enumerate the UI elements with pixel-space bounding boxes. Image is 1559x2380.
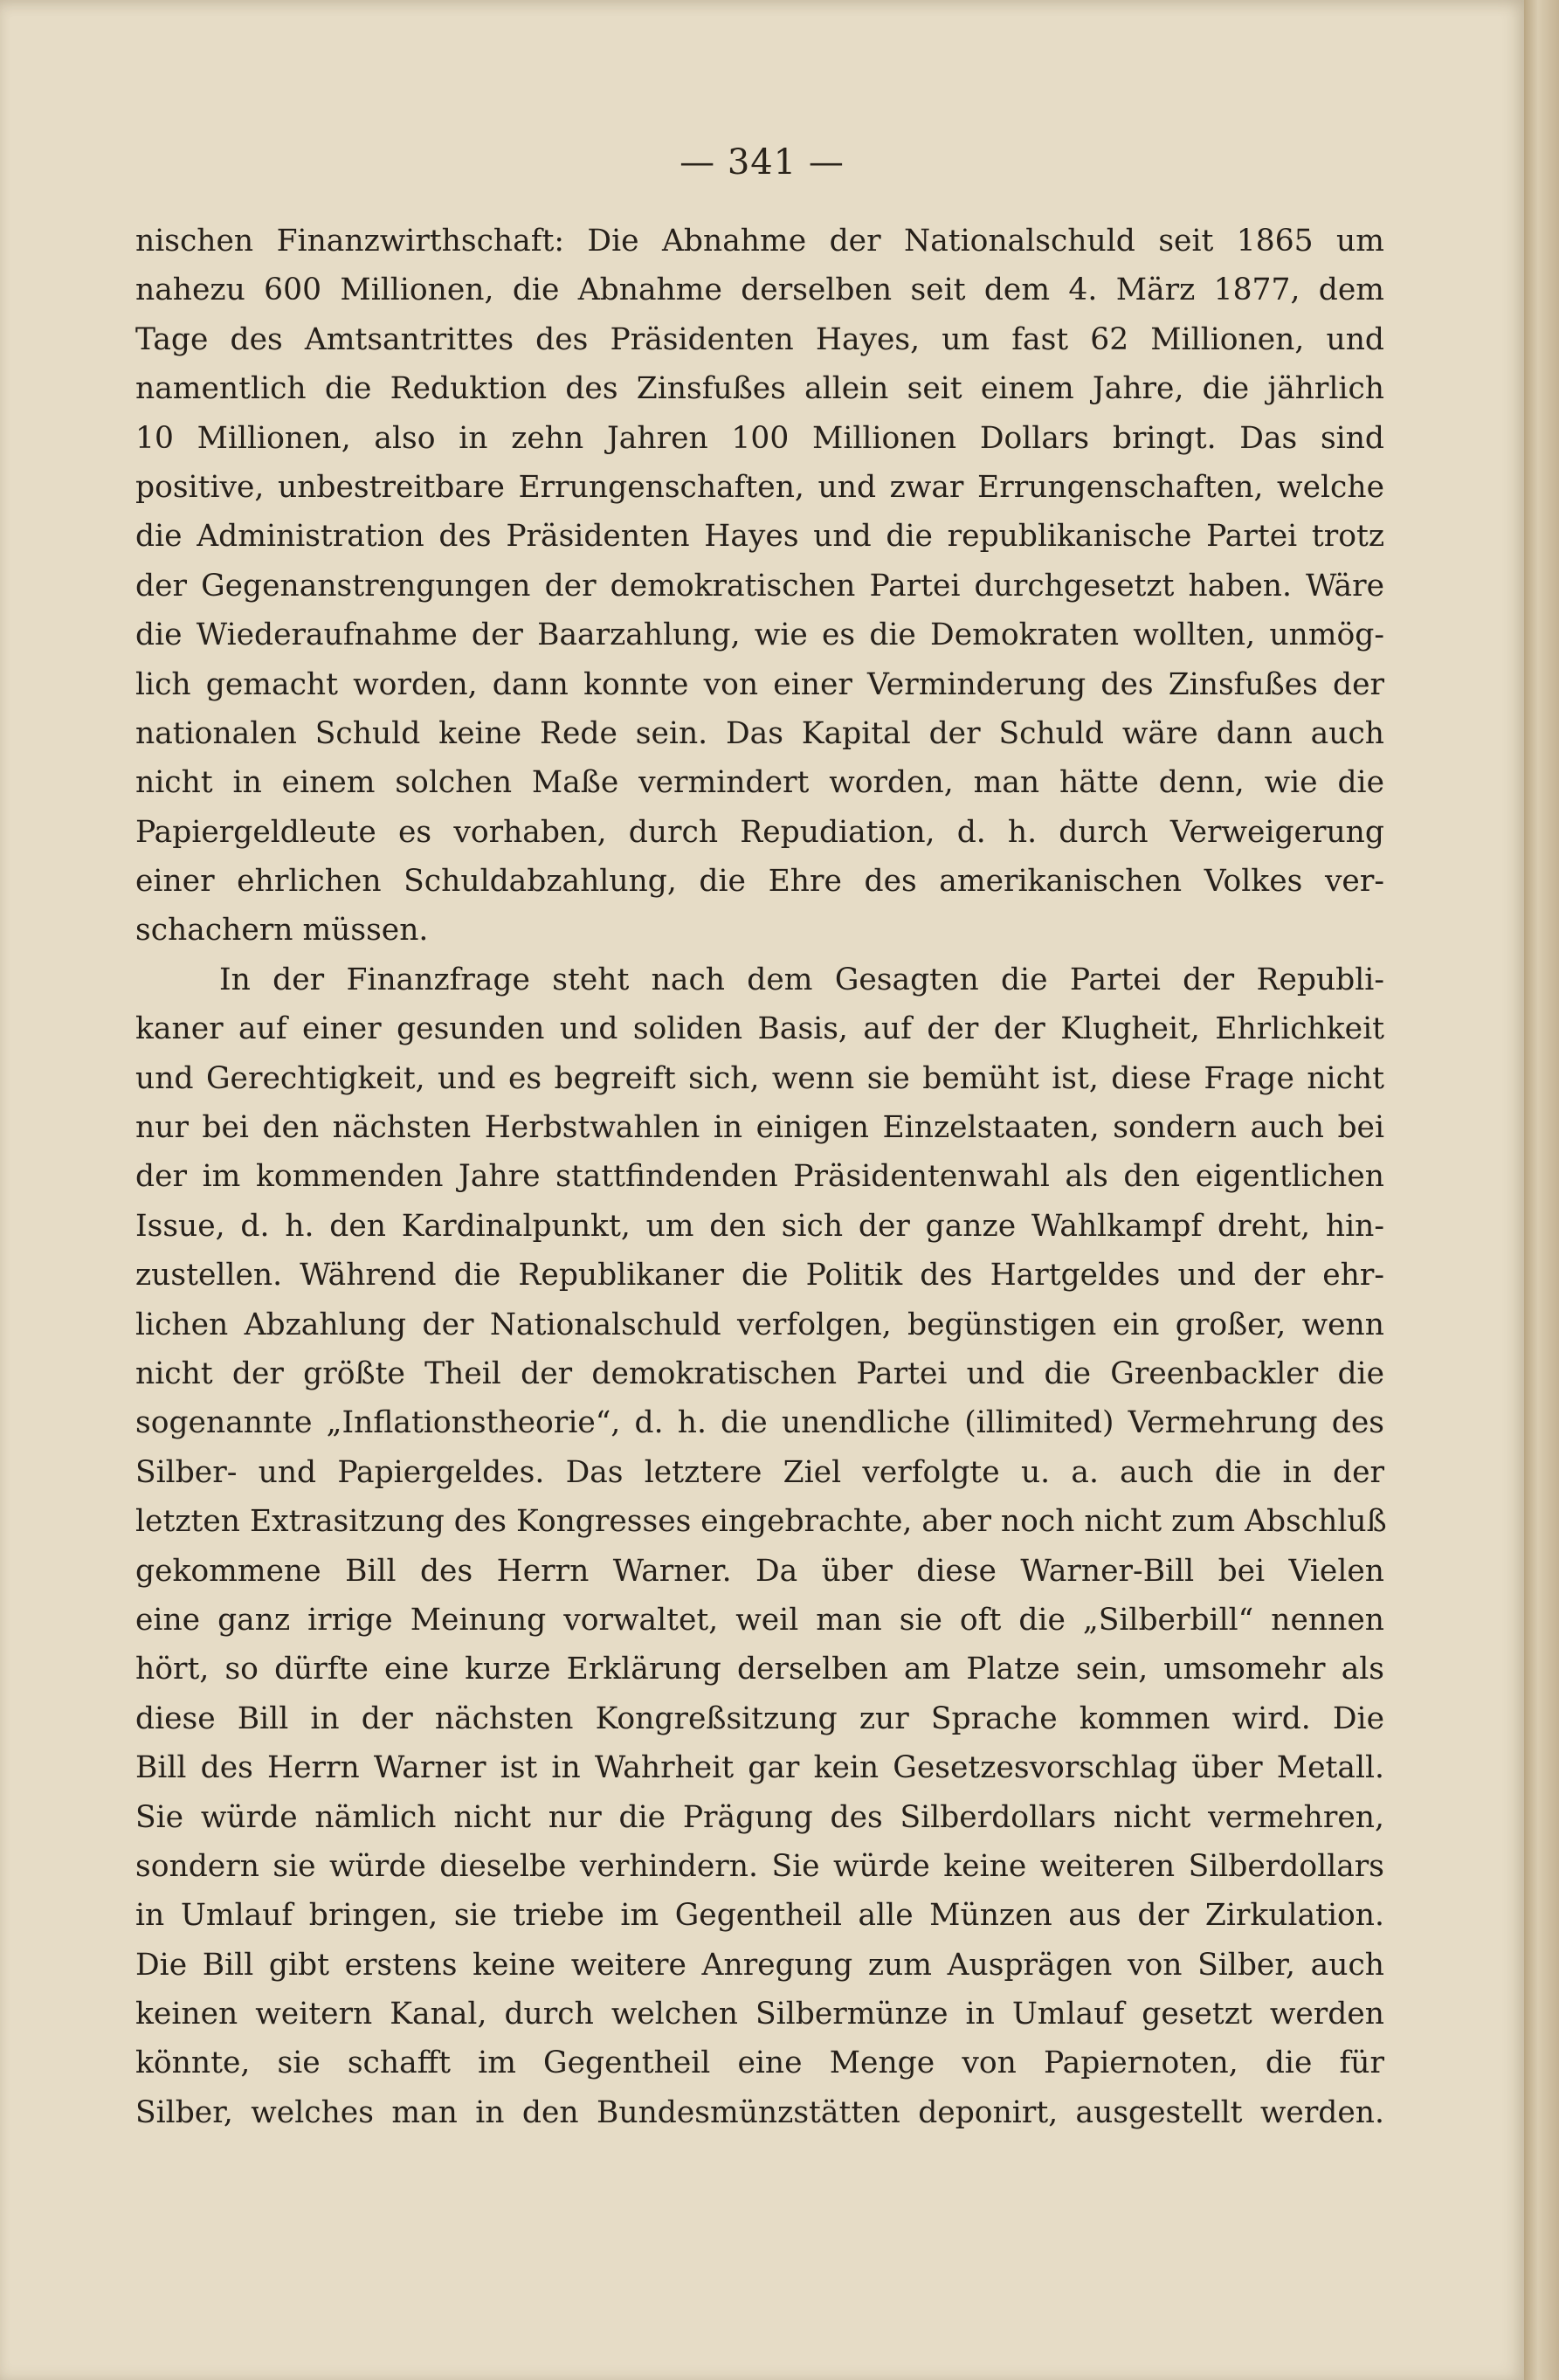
paragraph-start-line: In der Finanzfrage steht nach dem Gesagten die Partei der Republi- [219,962,1384,997]
text-line: namentlich die Reduktion des Zinsfußes allein seit einem Jahre, die jährlich [135,371,1384,407]
text-line: Tage des Amtsantrittes des Präsidenten Hayes, um fast 62 Millionen, und [135,321,1384,357]
text-line: zustellen. Während die Republikaner die Politik des Hartgeldes und der ehr- [135,1258,1384,1293]
text-line: der im kommenden Jahre stattfindenden Präsidentenwahl als den eigentlichen [135,1159,1384,1195]
text-line: sondern sie würde dieselbe verhindern. Sie würde keine weiteren Silberdollars [135,1848,1384,1884]
text-line: nischen Finanzwirthschaft: Die Abnahme der Nationalschuld seit 1865 um [135,224,1384,259]
text-line: und Gerechtigkeit, und es begreift sich, wenn sie bemüht ist, diese Frage nicht [135,1060,1384,1096]
text-line: Die Bill gibt erstens keine weitere Anregung zum Ausprägen von Silber, auch [135,1947,1384,1983]
text-line: Sie würde nämlich nicht nur die Prägung des Silberdollars nicht vermehren, [135,1799,1384,1835]
text-line: eine ganz irrige Meinung vorwaltet, weil man sie oft die „Silberbill“ nennen [135,1602,1384,1638]
text-line: nicht der größte Theil der demokratischen Partei und die Greenbackler die [135,1356,1384,1391]
body-text [135,217,1387,2137]
text-line: keinen weitern Kanal, durch welchen Silbermünze in Umlauf gesetzt werden [135,1997,1384,2032]
text-line: sogenannte „Inflationstheorie“, d. h. die unendliche (illimited) Vermehrung des [135,1405,1384,1441]
text-line: in Umlauf bringen, sie triebe im Gegentheil alle Münzen aus der Zirkulation. [135,1898,1384,1934]
text-line: nationalen Schuld keine Rede sein. Das Kapital der Schuld wäre dann auch [135,715,1384,751]
text-line: die Wiederaufnahme der Baarzahlung, wie es die Demokraten wollten, unmög- [135,617,1384,653]
text-line: diese Bill in der nächsten Kongreßsitzung zur Sprache kommen wird. Die [135,1700,1384,1736]
text-line: könnte, sie schafft im Gegentheil eine Menge von Papiernoten, die für [135,2045,1384,2081]
text-line: hört, so dürfte eine kurze Erklärung derselben am Platze sein, umsomehr als [135,1652,1384,1687]
text-line: Bill des Herrn Warner ist in Wahrheit gar kein Gesetzesvorschlag über Metall. [135,1750,1384,1786]
page-number: — 341 — [679,142,845,183]
text-line: lichen Abzahlung der Nationalschuld verfolgen, begünstigen ein großer, wenn [135,1307,1384,1342]
text-line: nahezu 600 Millionen, die Abnahme derselben seit dem 4. März 1877, dem [135,272,1384,308]
text-line: 10 Millionen, also in zehn Jahren 100 Millionen Dollars bringt. Das sind [135,420,1384,456]
text-line: Silber, welches man in den Bundesmünzstätten deponirt, ausgestellt werden. [135,2094,1384,2130]
text-line: Papiergeldleute es vorhaben, durch Repudiation, d. h. durch Verweigerung [135,814,1384,850]
text-line: Silber- und Papiergeldes. Das letztere Ziel verfolgte u. a. auch die in der [135,1454,1384,1490]
text-line: einer ehrlichen Schuldabzahlung, die Ehre des amerikanischen Volkes ver- [135,864,1384,900]
text-line: schachern müssen. [135,913,429,949]
page-edge [1524,0,1559,2380]
text-line: nur bei den nächsten Herbstwahlen in einigen Einzelstaaten, sondern auch bei [135,1110,1384,1146]
text-line: der Gegenanstrengungen der demokratischen Partei durchgesetzt haben. Wäre [135,568,1384,604]
text-line: nicht in einem solchen Maße vermindert worden, man hätte denn, wie die [135,765,1384,801]
text-line: gekommene Bill des Herrn Warner. Da über diese Warner-Bill bei Vielen [135,1553,1384,1589]
text-line: Issue, d. h. den Kardinalpunkt, um den sich der ganze Wahlkampf dreht, hin- [135,1208,1384,1244]
text-line: letzten Extrasitzung des Kongresses eingebrachte, aber noch nicht zum Abschluß [135,1504,1387,1540]
text-line: positive, unbestreitbare Errungenschaften, und zwar Errungenschaften, welche [135,469,1384,505]
text-line: kaner auf einer gesunden und soliden Basis, auf der der Klugheit, Ehrlichkeit [135,1011,1384,1047]
text-line: lich gemacht worden, dann konnte von einer Verminderung des Zinsfußes der [135,666,1384,702]
text-line: die Administration des Präsidenten Hayes und die republikanische Partei trotz [135,519,1384,555]
